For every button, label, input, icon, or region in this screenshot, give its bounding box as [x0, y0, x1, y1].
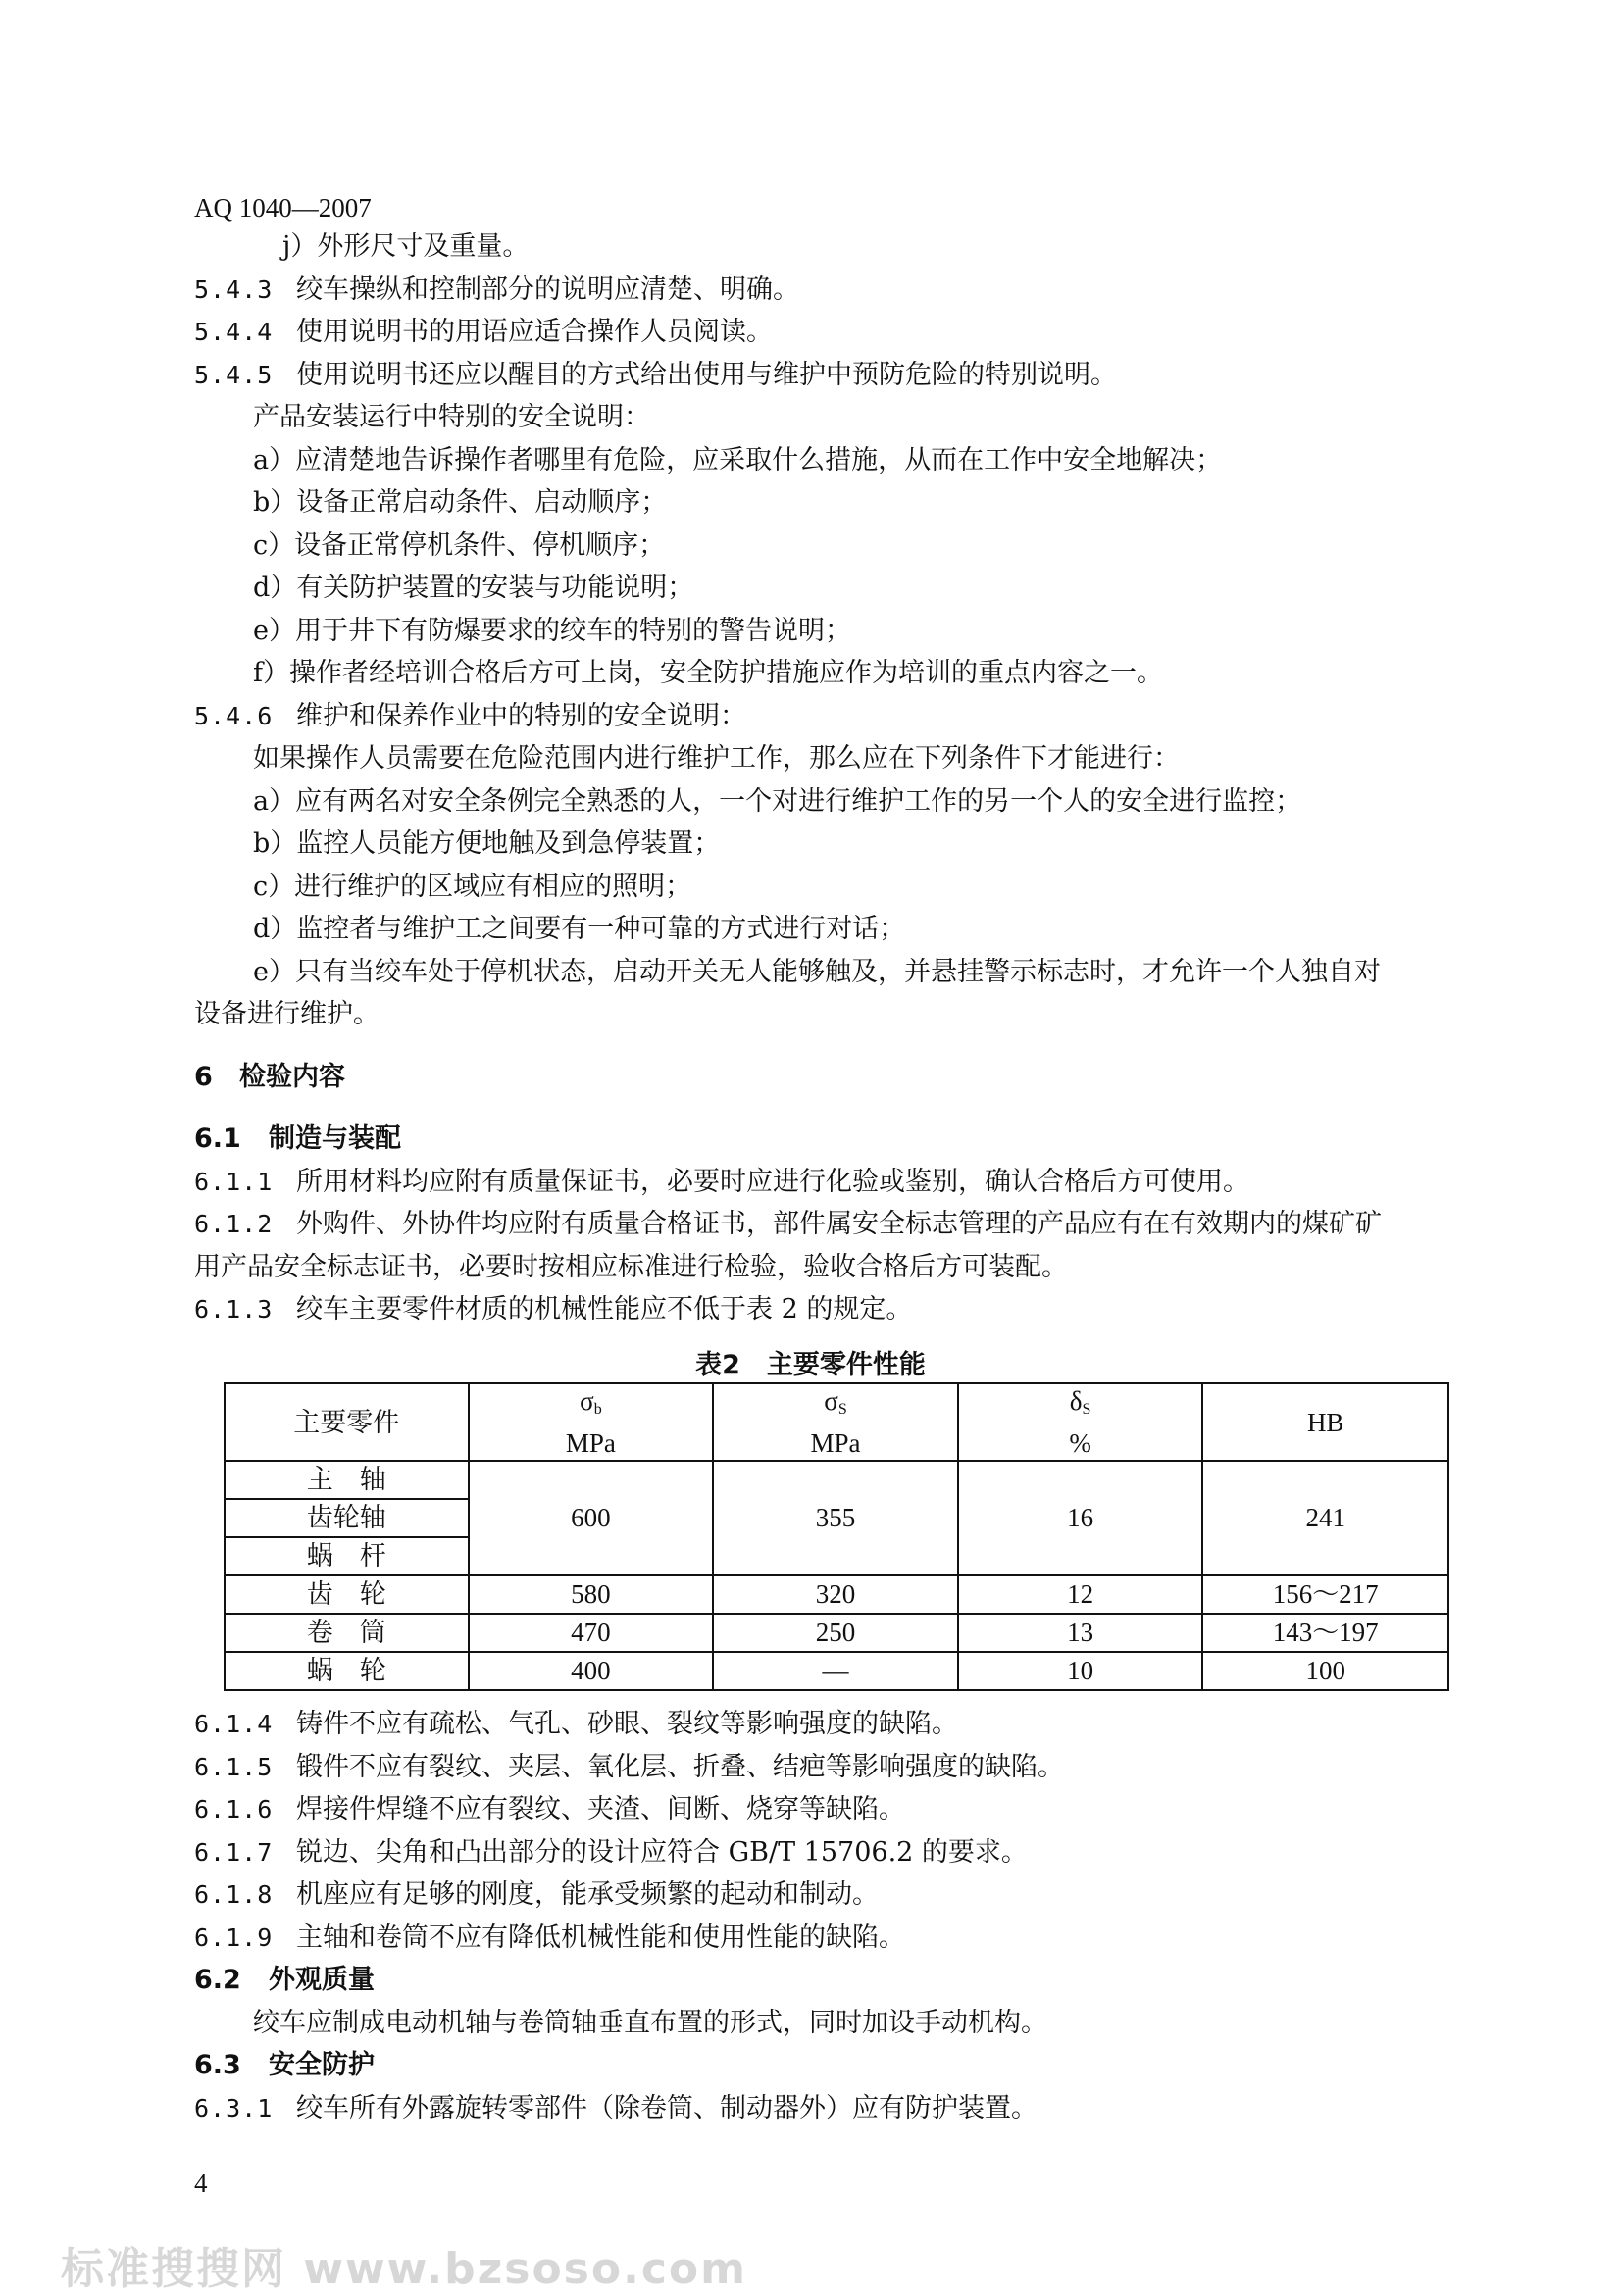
clause-number: 6.3.1	[194, 2093, 274, 2122]
clause-6-1-1	[194, 1161, 1489, 1204]
clause-6-1-8	[194, 1873, 1489, 1917]
header-hardness: HB	[1202, 1383, 1448, 1461]
cell-elongation: 10	[958, 1652, 1203, 1690]
cell-part: 蜗 杆	[225, 1537, 469, 1575]
section-number: 6	[194, 1061, 213, 1092]
clause-number: 5.4.6	[194, 701, 274, 730]
cell-hardness: 156～217	[1202, 1575, 1448, 1614]
subscript: S	[1082, 1401, 1091, 1418]
clause-number: 5.4.3	[194, 275, 274, 304]
list-item: e）只有当绞车处于停机状态，启动开关无人能够触及，并悬挂警示标志时，才允许一个人独自对	[253, 956, 1381, 987]
clause-5-4-4	[194, 311, 1489, 354]
list-item: a）应有两名对安全条例完全熟悉的人，一个对进行维护工作的另一个人的安全进行监控；	[253, 785, 1302, 817]
list-item: c）设备正常停机条件、停机顺序；	[253, 529, 666, 561]
cell-elongation: 16	[958, 1461, 1203, 1575]
clause-number: 5.4.4	[194, 318, 274, 346]
clause-text: 外购件、外协件均应附有质量合格证书，部件属安全标志管理的产品应有在有效期内的煤矿矿	[296, 1209, 1382, 1239]
list-item: c）进行维护的区域应有相应的照明；	[253, 871, 692, 902]
section-title: 制造与装配	[269, 1123, 401, 1154]
cell-hardness: 143～197	[1202, 1614, 1448, 1652]
clause-text: 锻件不应有裂纹、夹层、氧化层、折叠、结疤等影响强度的缺陷。	[296, 1751, 1064, 1782]
table-row	[225, 1575, 1448, 1614]
section-6-3-heading	[194, 2044, 1489, 2087]
clause-text: 机座应有足够的刚度，能承受频繁的起动和制动。	[296, 1879, 879, 1910]
list-item: b）设备正常启动条件、启动顺序；	[253, 487, 668, 518]
clause-number: 6.1.7	[194, 1837, 274, 1867]
clause-text: 使用说明书还应以醒目的方式给出使用与维护中预防危险的特别说明。	[296, 359, 1117, 390]
cell-part: 主 轴	[225, 1461, 469, 1499]
header-yield-strength	[713, 1383, 958, 1461]
cell-part: 卷 筒	[225, 1614, 469, 1652]
section-number: 6.3	[194, 2050, 241, 2080]
clause-text: 使用说明书的用语应适合操作人员阅读。	[296, 317, 773, 347]
cell-part: 蜗 轮	[225, 1652, 469, 1690]
cell-yield: 355	[713, 1461, 958, 1575]
section-6-1-heading	[194, 1118, 1489, 1161]
clause-5-4-3	[194, 269, 1489, 312]
section-title: 外观质量	[269, 1965, 375, 1995]
clause-6-1-4	[194, 1703, 1489, 1746]
list-item: e）用于井下有防爆要求的绞车的特别的警告说明；	[253, 615, 851, 646]
clause-number: 6.1.5	[194, 1752, 274, 1781]
symbol: σ	[580, 1386, 594, 1416]
clause-text: 绞车所有外露旋转零部件（除卷筒、制动器外）应有防护装置。	[296, 2092, 1038, 2123]
clause-number: 6.1.8	[194, 1880, 274, 1909]
cell-tensile: 470	[469, 1614, 714, 1652]
clause-text: 绞车操纵和控制部分的说明应清楚、明确。	[296, 274, 799, 305]
clause-block-5-4	[194, 225, 1489, 1331]
cell-tensile: 400	[469, 1652, 714, 1690]
table-row	[225, 1461, 1448, 1499]
cell-part: 齿 轮	[225, 1575, 469, 1614]
clause-6-1-6	[194, 1788, 1489, 1831]
document-code: AQ 1040—2007	[194, 193, 372, 223]
clause-6-1-5	[194, 1746, 1489, 1789]
section-number: 6.2	[194, 1965, 241, 1995]
symbol: σ	[824, 1386, 838, 1416]
cell-elongation: 12	[958, 1575, 1203, 1614]
table-header-row	[225, 1383, 1448, 1461]
clause-text: 所用材料均应附有质量保证书，必要时应进行化验或鉴别，确认合格后方可使用。	[296, 1166, 1249, 1197]
list-item: j）外形尺寸及重量。	[282, 231, 530, 262]
clause-5-4-5	[194, 354, 1489, 397]
header-tensile-strength	[469, 1383, 714, 1461]
section-title: 检验内容	[239, 1061, 345, 1092]
cell-hardness: 241	[1202, 1461, 1448, 1575]
list-item: d）有关防护装置的安装与功能说明；	[253, 573, 694, 603]
clause-6-1-9	[194, 1917, 1489, 1960]
header-part: 主要零件	[225, 1383, 469, 1461]
clause-number: 6.1.3	[194, 1295, 274, 1323]
parts-properties-table	[224, 1382, 1449, 1691]
subscript: b	[593, 1401, 602, 1418]
section-6-heading	[194, 1056, 1489, 1099]
unit: MPa	[565, 1428, 616, 1458]
section-title: 安全防护	[269, 2050, 375, 2080]
page-number: 4	[194, 2169, 208, 2198]
clause-text: 锐边、尖角和凸出部分的设计应符合 GB/T 15706.2 的要求。	[296, 1836, 1028, 1868]
header-elongation	[958, 1383, 1203, 1461]
watermark: 标准搜搜网 www.bzsoso.com	[61, 2244, 747, 2294]
clause-text: 主轴和卷筒不应有降低机械性能和使用性能的缺陷。	[296, 1922, 905, 1953]
clause-5-4-6	[194, 695, 1489, 738]
list-item: f）操作者经培训合格后方可上岗，安全防护措施应作为培训的重点内容之一。	[253, 658, 1163, 688]
list-item: a）应清楚地告诉操作者哪里有危险，应采取什么措施，从而在工作中安全地解决；	[253, 444, 1223, 475]
cell-yield: —	[713, 1652, 958, 1690]
cell-tensile: 600	[469, 1461, 714, 1575]
cell-hardness: 100	[1202, 1652, 1448, 1690]
clause-text: 绞车主要零件材质的机械性能应不低于表 2 的规定。	[296, 1294, 913, 1324]
list-item: b）监控人员能方便地触及到急停装置；	[253, 828, 721, 859]
section-6-2-heading	[194, 1959, 1489, 2002]
clause-block-6	[194, 1703, 1489, 2129]
table-row	[225, 1614, 1448, 1652]
paragraph: 绞车应制成电动机轴与卷筒轴垂直布置的形式，同时加设手动机构。	[253, 2007, 1047, 2038]
clause-continuation: 用产品安全标志证书，必要时按相应标准进行检验，验收合格后方可装配。	[194, 1251, 1068, 1282]
cell-part: 齿轮轴	[225, 1499, 469, 1537]
list-item: d）监控者与维护工之间要有一种可靠的方式进行对话；	[253, 914, 906, 944]
subscript: S	[837, 1401, 847, 1418]
clause-number: 6.1.2	[194, 1210, 274, 1238]
table-caption: 表2 主要零件性能	[695, 1350, 926, 1380]
clause-6-1-3	[194, 1288, 1489, 1331]
cell-yield: 320	[713, 1575, 958, 1614]
cell-yield: 250	[713, 1614, 958, 1652]
unit: MPa	[810, 1428, 861, 1458]
clause-6-1-7	[194, 1831, 1489, 1874]
clause-number: 6.1.1	[194, 1167, 274, 1196]
clause-number: 6.1.4	[194, 1710, 274, 1738]
clause-number: 6.1.9	[194, 1922, 274, 1952]
clause-6-1-2	[194, 1203, 1489, 1246]
unit: %	[1069, 1428, 1091, 1458]
cell-elongation: 13	[958, 1614, 1203, 1652]
paragraph: 产品安装运行中特别的安全说明：	[253, 402, 650, 432]
list-item-continuation: 设备进行维护。	[194, 999, 380, 1029]
clause-text: 铸件不应有疏松、气孔、砂眼、裂纹等影响强度的缺陷。	[296, 1709, 958, 1739]
table-row	[225, 1652, 1448, 1690]
clause-6-3-1	[194, 2087, 1489, 2130]
section-number: 6.1	[194, 1123, 241, 1154]
clause-text: 维护和保养作业中的特别的安全说明：	[296, 700, 746, 731]
paragraph: 如果操作人员需要在危险范围内进行维护工作，那么应在下列条件下才能进行：	[253, 743, 1180, 774]
symbol: δ	[1069, 1386, 1083, 1416]
clause-text: 焊接件焊缝不应有裂纹、夹渣、间断、烧穿等缺陷。	[296, 1794, 905, 1824]
clause-number: 6.1.6	[194, 1795, 274, 1823]
cell-tensile: 580	[469, 1575, 714, 1614]
clause-number: 5.4.5	[194, 360, 274, 389]
